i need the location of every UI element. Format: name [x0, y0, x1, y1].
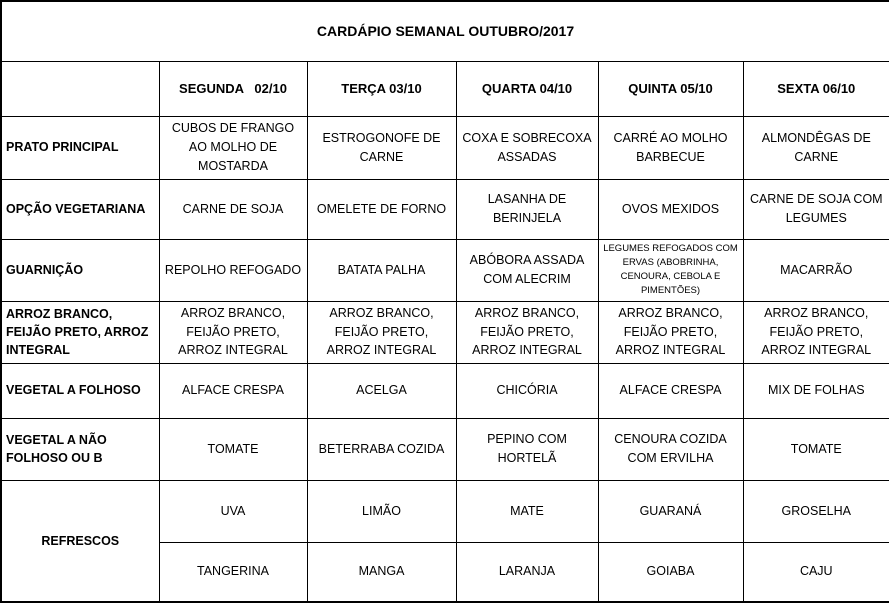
day-header-quarta: QUARTA 04/10 — [456, 61, 598, 116]
menu-cell: ESTROGONOFE DE CARNE — [307, 116, 456, 179]
menu-cell: CUBOS DE FRANGO AO MOLHO DE MOSTARDA — [159, 116, 307, 179]
menu-cell: ARROZ BRANCO, FEIJÃO PRETO, ARROZ INTEGRAL — [307, 301, 456, 363]
row-label-opcao-vegetariana: OPÇÃO VEGETARIANA — [1, 179, 159, 239]
day-header-segunda: SEGUNDA 02/10 — [159, 61, 307, 116]
row-label-guarnicao: GUARNIÇÃO — [1, 239, 159, 301]
menu-cell: CENOURA COZIDA COM ERVILHA — [598, 418, 743, 480]
menu-cell: ALFACE CRESPA — [159, 363, 307, 418]
menu-cell: ARROZ BRANCO, FEIJÃO PRETO, ARROZ INTEGRAL — [456, 301, 598, 363]
menu-cell: COXA E SOBRECOXA ASSADAS — [456, 116, 598, 179]
day-header-row — [1, 61, 889, 116]
row-arroz-feijao — [1, 301, 889, 363]
menu-cell: LEGUMES REFOGADOS COM ERVAS (ABOBRINHA, CENOURA, CEBOLA E PIMENTÕES) — [598, 239, 743, 301]
menu-cell: REPOLHO REFOGADO — [159, 239, 307, 301]
menu-cell: ALMONDÊGAS DE CARNE — [743, 116, 889, 179]
menu-cell: TANGERINA — [159, 542, 307, 602]
menu-cell: BETERRABA COZIDA — [307, 418, 456, 480]
menu-cell: PEPINO COM HORTELÃ — [456, 418, 598, 480]
row-label-refrescos: REFRESCOS — [1, 480, 159, 602]
row-label-vegetal-folhoso: VEGETAL A FOLHOSO — [1, 363, 159, 418]
menu-cell: MANGA — [307, 542, 456, 602]
day-header-sexta: SEXTA 06/10 — [743, 61, 889, 116]
menu-cell: TOMATE — [159, 418, 307, 480]
menu-cell: TOMATE — [743, 418, 889, 480]
row-prato-principal — [1, 116, 889, 179]
menu-cell: OMELETE DE FORNO — [307, 179, 456, 239]
row-label-vegetal-nao-folhoso: VEGETAL A NÃO FOLHOSO OU B — [1, 418, 159, 480]
row-vegetal-nao-folhoso — [1, 418, 889, 480]
page-title: CARDÁPIO SEMANAL OUTUBRO/2017 — [1, 1, 889, 61]
menu-cell: UVA — [159, 480, 307, 542]
corner-cell — [1, 61, 159, 116]
row-label-prato-principal: PRATO PRINCIPAL — [1, 116, 159, 179]
menu-cell: OVOS MEXIDOS — [598, 179, 743, 239]
menu-cell: MATE — [456, 480, 598, 542]
menu-cell: CARNE DE SOJA — [159, 179, 307, 239]
menu-cell: ACELGA — [307, 363, 456, 418]
title-row — [1, 1, 889, 61]
menu-cell: ARROZ BRANCO, FEIJÃO PRETO, ARROZ INTEGRAL — [598, 301, 743, 363]
row-guarnicao — [1, 239, 889, 301]
row-refrescos-1 — [1, 480, 889, 542]
menu-cell: MIX DE FOLHAS — [743, 363, 889, 418]
day-header-terca: TERÇA 03/10 — [307, 61, 456, 116]
day-header-quinta: QUINTA 05/10 — [598, 61, 743, 116]
row-opcao-vegetariana — [1, 179, 889, 239]
row-vegetal-folhoso — [1, 363, 889, 418]
menu-cell: ARROZ BRANCO, FEIJÃO PRETO, ARROZ INTEGRAL — [743, 301, 889, 363]
menu-cell: GOIABA — [598, 542, 743, 602]
menu-cell: ALFACE CRESPA — [598, 363, 743, 418]
menu-cell: LASANHA DE BERINJELA — [456, 179, 598, 239]
menu-cell: CHICÓRIA — [456, 363, 598, 418]
menu-cell: CARNE DE SOJA COM LEGUMES — [743, 179, 889, 239]
menu-cell: GROSELHA — [743, 480, 889, 542]
menu-cell: MACARRÃO — [743, 239, 889, 301]
menu-cell: LARANJA — [456, 542, 598, 602]
menu-cell: GUARANÁ — [598, 480, 743, 542]
menu-cell: ABÓBORA ASSADA COM ALECRIM — [456, 239, 598, 301]
menu-cell: ARROZ BRANCO, FEIJÃO PRETO, ARROZ INTEGRAL — [159, 301, 307, 363]
menu-cell: CARRÉ AO MOLHO BARBECUE — [598, 116, 743, 179]
row-label-arroz-feijao: ARROZ BRANCO, FEIJÃO PRETO, ARROZ INTEGRAL — [1, 301, 159, 363]
menu-cell: BATATA PALHA — [307, 239, 456, 301]
menu-cell: LIMÃO — [307, 480, 456, 542]
menu-cell: CAJU — [743, 542, 889, 602]
